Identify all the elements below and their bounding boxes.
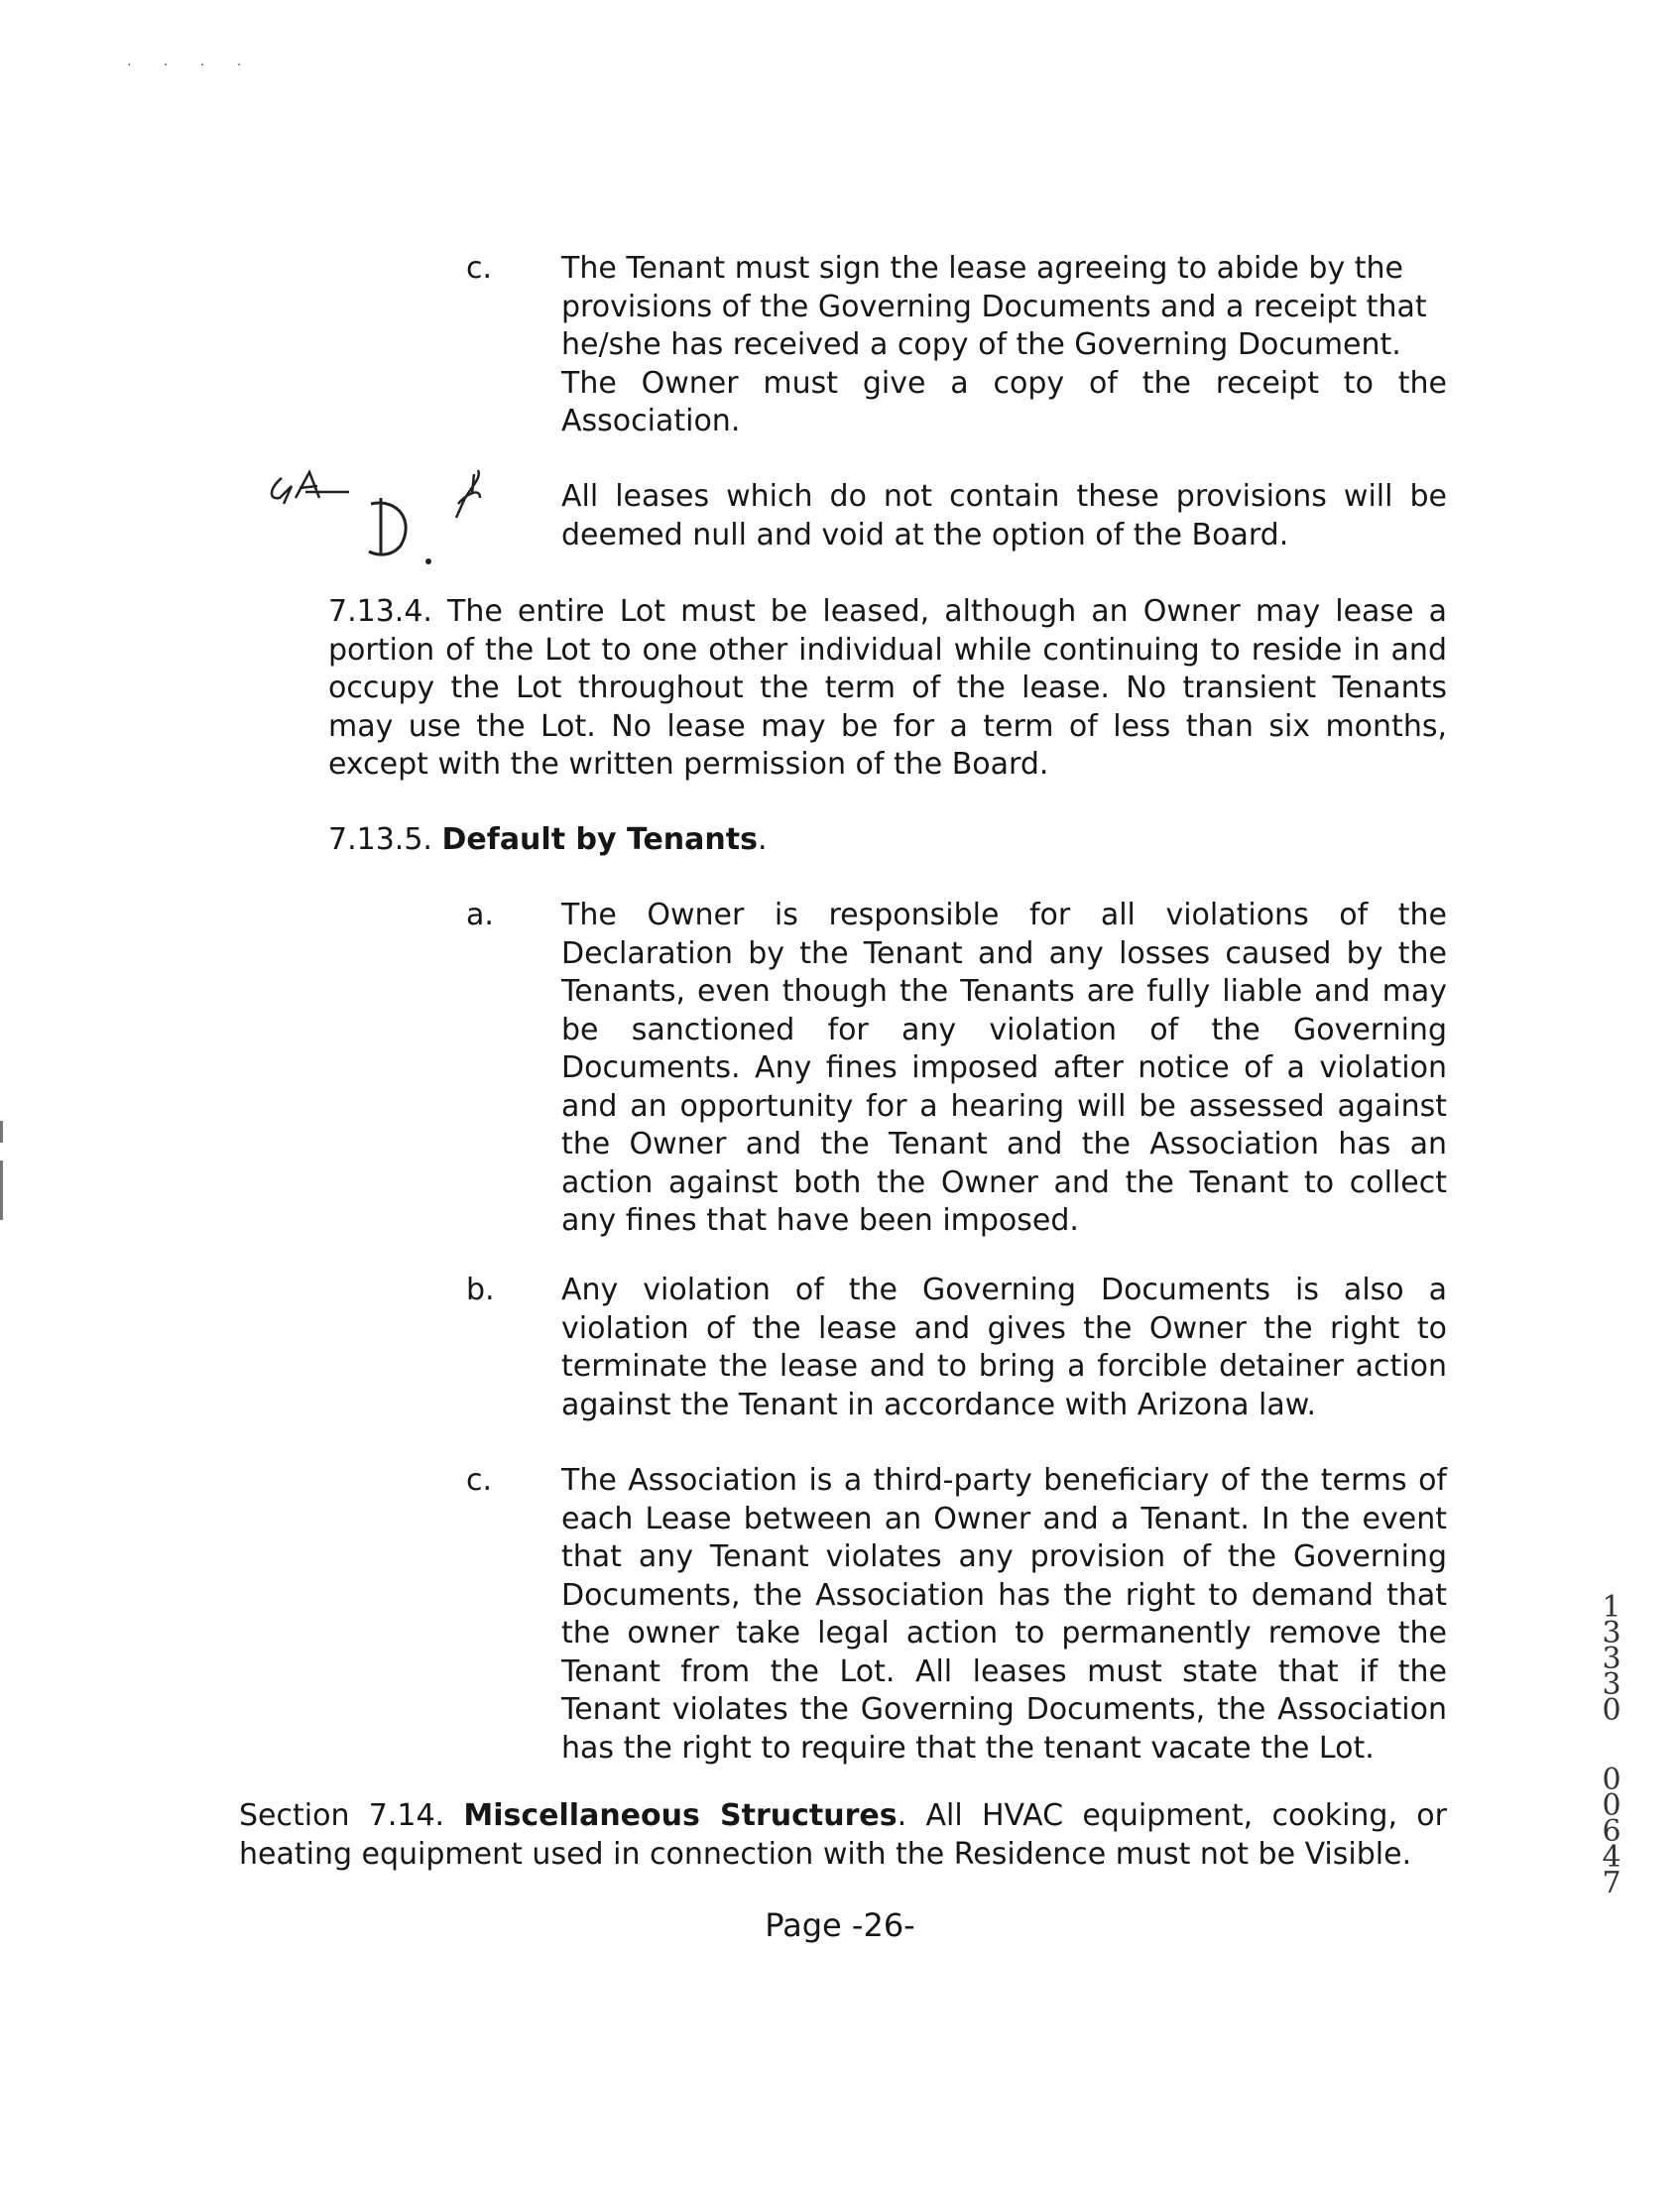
text-line [239, 1797, 1447, 1836]
text-line: Declaration by the Tenant and any losses caused by the [561, 935, 1447, 971]
stamp-top [1592, 1590, 1631, 1728]
text-line: Any violation of the Governing Documents is also a [561, 1273, 1447, 1307]
section-title: Default by Tenants [441, 822, 758, 857]
stamp-digit: 3 [1602, 1616, 1621, 1650]
stamp-digit: 4 [1602, 1840, 1621, 1875]
text-line: the owner take legal action to permanently remove the [561, 1616, 1447, 1650]
list-label-b: b. [466, 1273, 495, 1307]
stamp-digit: 7 [1602, 1866, 1621, 1900]
text-line: against the Tenant in accordance with Arizona law. [561, 1387, 1317, 1422]
list-label-c-top: c. [466, 251, 493, 286]
stamp-digit: 3 [1602, 1642, 1621, 1676]
text-line: Documents, the Association has the right to demand that [561, 1577, 1447, 1613]
section-7-13-5-heading [328, 821, 1447, 860]
stamp-digit: 3 [1602, 1667, 1621, 1702]
paragraph-a [561, 897, 1447, 1241]
scan-edge-mark [0, 1161, 3, 1220]
text-line: occupy the Lot throughout the term of the lease. No transient Tenants [328, 671, 1447, 705]
scan-specks: · · · · [127, 58, 256, 73]
text-line: heating equipment used in connection with the Residence must not be Visible. [239, 1836, 1412, 1872]
section-7-14 [239, 1797, 1447, 1874]
section-title: Miscellaneous Structures [463, 1798, 898, 1833]
text-line: each Lease between an Owner and a Tenant. In the event [561, 1501, 1447, 1536]
stamp-digit: 0 [1602, 1763, 1621, 1797]
text-line: may use the Lot. No lease may be for a term of less than six months, [328, 708, 1447, 744]
text-line: provisions of the Governing Documents and a receipt that [561, 289, 1427, 324]
text-line: The Tenant must sign the lease agreeing to abide by the [561, 251, 1403, 286]
text-line: that any Tenant violates any provision of the Governing [561, 1539, 1447, 1574]
text-line: action against both the Owner and the Tenant to collect [561, 1164, 1447, 1200]
section-number: 7.13.5. [328, 822, 432, 857]
text-line: except with the written permission of the Board. [328, 747, 1049, 782]
paragraph-b [561, 1272, 1447, 1424]
section-title-period: . [757, 822, 768, 857]
text-line: The Owner is responsible for all violations of the [561, 898, 1447, 932]
page-number: Page -26- [765, 1906, 915, 1944]
text-line: The Owner must give a copy of the receipt to the [561, 365, 1447, 401]
handwritten-annotation [260, 458, 498, 575]
paragraph-d [561, 478, 1447, 554]
paragraph-c-top [561, 250, 1447, 441]
text-line: terminate the lease and to bring a forcible detainer action [561, 1349, 1447, 1384]
stamp-digit: 0 [1602, 1788, 1621, 1823]
list-label-a: a. [466, 898, 494, 932]
text-line: has the right to require that the tenant vacate the Lot. [561, 1730, 1375, 1766]
section-7-13-4 [328, 593, 1447, 785]
stamp-digit: 6 [1602, 1814, 1621, 1849]
text-line: violation of the lease and gives the Owner the right to [561, 1310, 1447, 1346]
text-line: the Owner and the Tenant and the Association has an [561, 1127, 1447, 1161]
text-line: All leases which do not contain these provisions will be [561, 479, 1447, 514]
text-line: Documents. Any fines imposed after notice of a violation [561, 1050, 1447, 1085]
stamp-bottom [1592, 1763, 1631, 1900]
text-line: Tenant from the Lot. All leases must state that if the [561, 1653, 1447, 1689]
text-line: 7.13.4. The entire Lot must be leased, although an Owner may lease a [328, 594, 1447, 629]
text-line: any fines that have been imposed. [561, 1203, 1079, 1238]
text-line: and an opportunity for a hearing will be assessed against [561, 1088, 1447, 1124]
text-line: he/she has received a copy of the Governing Document. [561, 327, 1401, 362]
section-text: . All HVAC equipment, cooking, or [897, 1798, 1447, 1833]
text-line: deemed null and void at the option of the Board. [561, 517, 1289, 552]
text-line: The Association is a third-party beneficiary of the terms of [561, 1463, 1447, 1498]
paragraph-c-bottom [561, 1462, 1447, 1768]
section-prefix: Section 7.14. [239, 1798, 445, 1833]
stamp-digit: 1 [1602, 1590, 1621, 1625]
text-line: be sanctioned for any violation of the Governing [561, 1012, 1447, 1047]
list-label-c-bottom: c. [466, 1463, 493, 1498]
text-line: Tenants, even though the Tenants are fully liable and may [561, 974, 1447, 1009]
text-line: Association. [561, 404, 741, 438]
text-line: Tenant violates the Governing Documents, the Association [561, 1692, 1447, 1727]
recording-number-stamp [1592, 1590, 1631, 1900]
stamp-digit: 0 [1602, 1693, 1621, 1728]
text-line: portion of the Lot to one other individual while continuing to reside in and [328, 632, 1447, 668]
scan-edge-mark [0, 1121, 3, 1143]
